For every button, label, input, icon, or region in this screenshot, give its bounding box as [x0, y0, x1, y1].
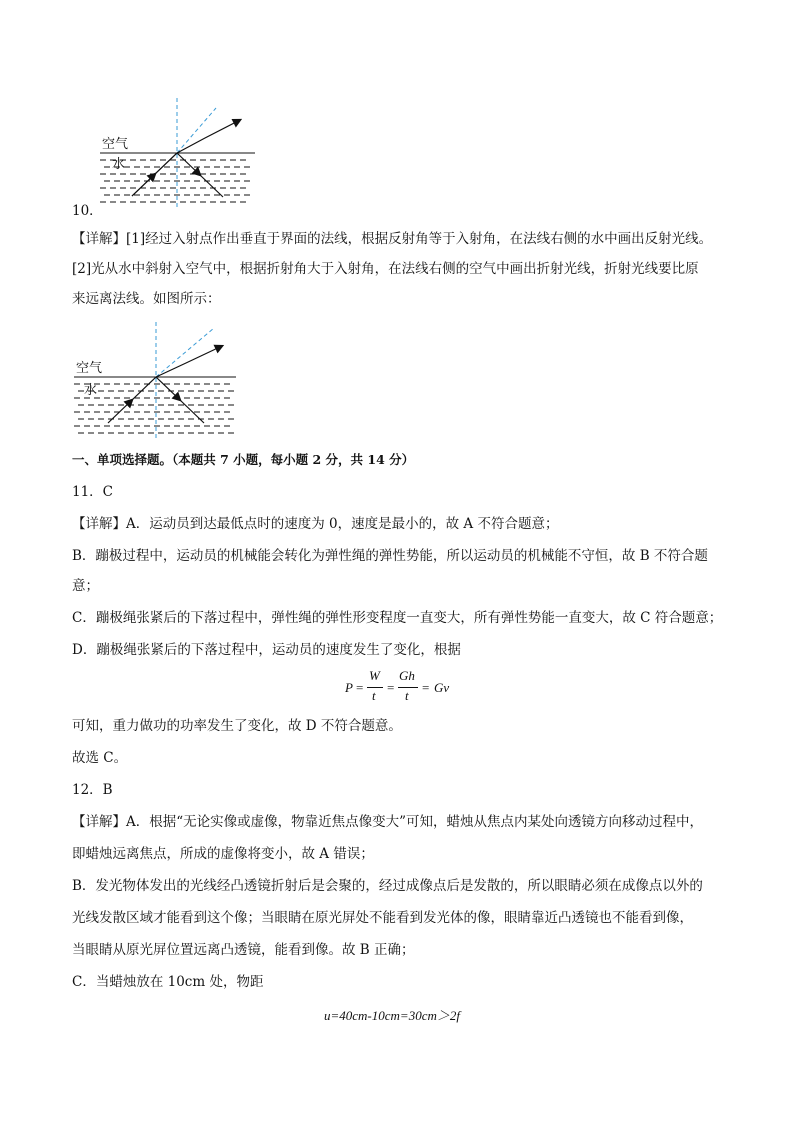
refraction-figure-2 [74, 322, 244, 440]
q11-c: C．蹦极绳张紧后的下落过程中，弹性绳的弹性形变程度一直变大，所有弹性势能一直变大，故 C 符合题意； [72, 610, 723, 626]
q12-answer: 12．B [72, 782, 113, 798]
water-label: 水 [84, 383, 98, 398]
q11-choose: 故选 C。 [72, 750, 128, 766]
air-label: 空气 [76, 361, 103, 376]
q12-a1: 【详解】A．根据“无论实像或虚像，物靠近焦点像变大”可知，蜡烛从焦点内某处向透镜方向移动过程中， [72, 814, 704, 830]
q12-a2: 即蜡烛远离焦点，所成的虚像将变小，故 A 错误； [72, 846, 374, 862]
q12-b3: 当眼睛从原光屏位置远离凸透镜，能看到像。故 B 正确； [72, 942, 415, 958]
q11-b2: 意； [72, 578, 99, 594]
q10-explanation-2b: 来远离法线。如图所示： [72, 291, 221, 307]
q10-number: 10． [72, 203, 103, 219]
object-distance-formula: u=40cm-10cm=30cm＞2f [324, 1008, 460, 1023]
water-label: 水 [112, 157, 126, 172]
q12-c: C．当蜡烛放在 10cm 处，物距 [72, 974, 264, 990]
q10-explanation-1: 【详解】[1]经过入射点作出垂直于界面的法线，根据反射角等于入射角，在法线右侧的水中画出反射光线。 [72, 231, 713, 247]
section-heading: 一、单项选择题。（本题共 7 小题，每小题 2 分，共 14 分） [72, 452, 415, 467]
q11-a: 【详解】A．运动员到达最低点时的速度为 0，速度是最小的，故 A 不符合题意； [72, 516, 559, 532]
q11-d: D．蹦极绳张紧后的下落过程中，运动员的速度发生了变化，根据 [72, 642, 461, 658]
extended-ray [177, 108, 216, 153]
q10-explanation-2a: [2]光从水中斜射入空气中，根据折射角大于入射角，在法线右侧的空气中画出折射光线，折射光线要比原 [72, 261, 699, 277]
q12-b2: 光线发散区域才能看到这个像；当眼睛在原光屏处不能看到发光体的像，眼睛靠近凸透镜也不能看到像， [72, 910, 693, 926]
refraction-figure-1 [100, 98, 260, 213]
q11-b1: B．蹦极过程中，运动员的机械能会转化为弹性绳的弹性势能，所以运动员的机械能不守恒，故 B 不符合题 [72, 548, 708, 564]
q12-b1: B．发光物体发出的光线经凸透镜折射后是会聚的，经过成像点后是发散的，所以眼睛必须在成像点以外的 [72, 878, 703, 894]
q11-answer: 11．C [72, 484, 114, 500]
q11-after: 可知，重力做功的功率发生了变化，故 D 不符合题意。 [72, 718, 402, 734]
air-label: 空气 [102, 137, 129, 152]
power-formula: P = W t = Gh t = Gv [345, 668, 450, 703]
